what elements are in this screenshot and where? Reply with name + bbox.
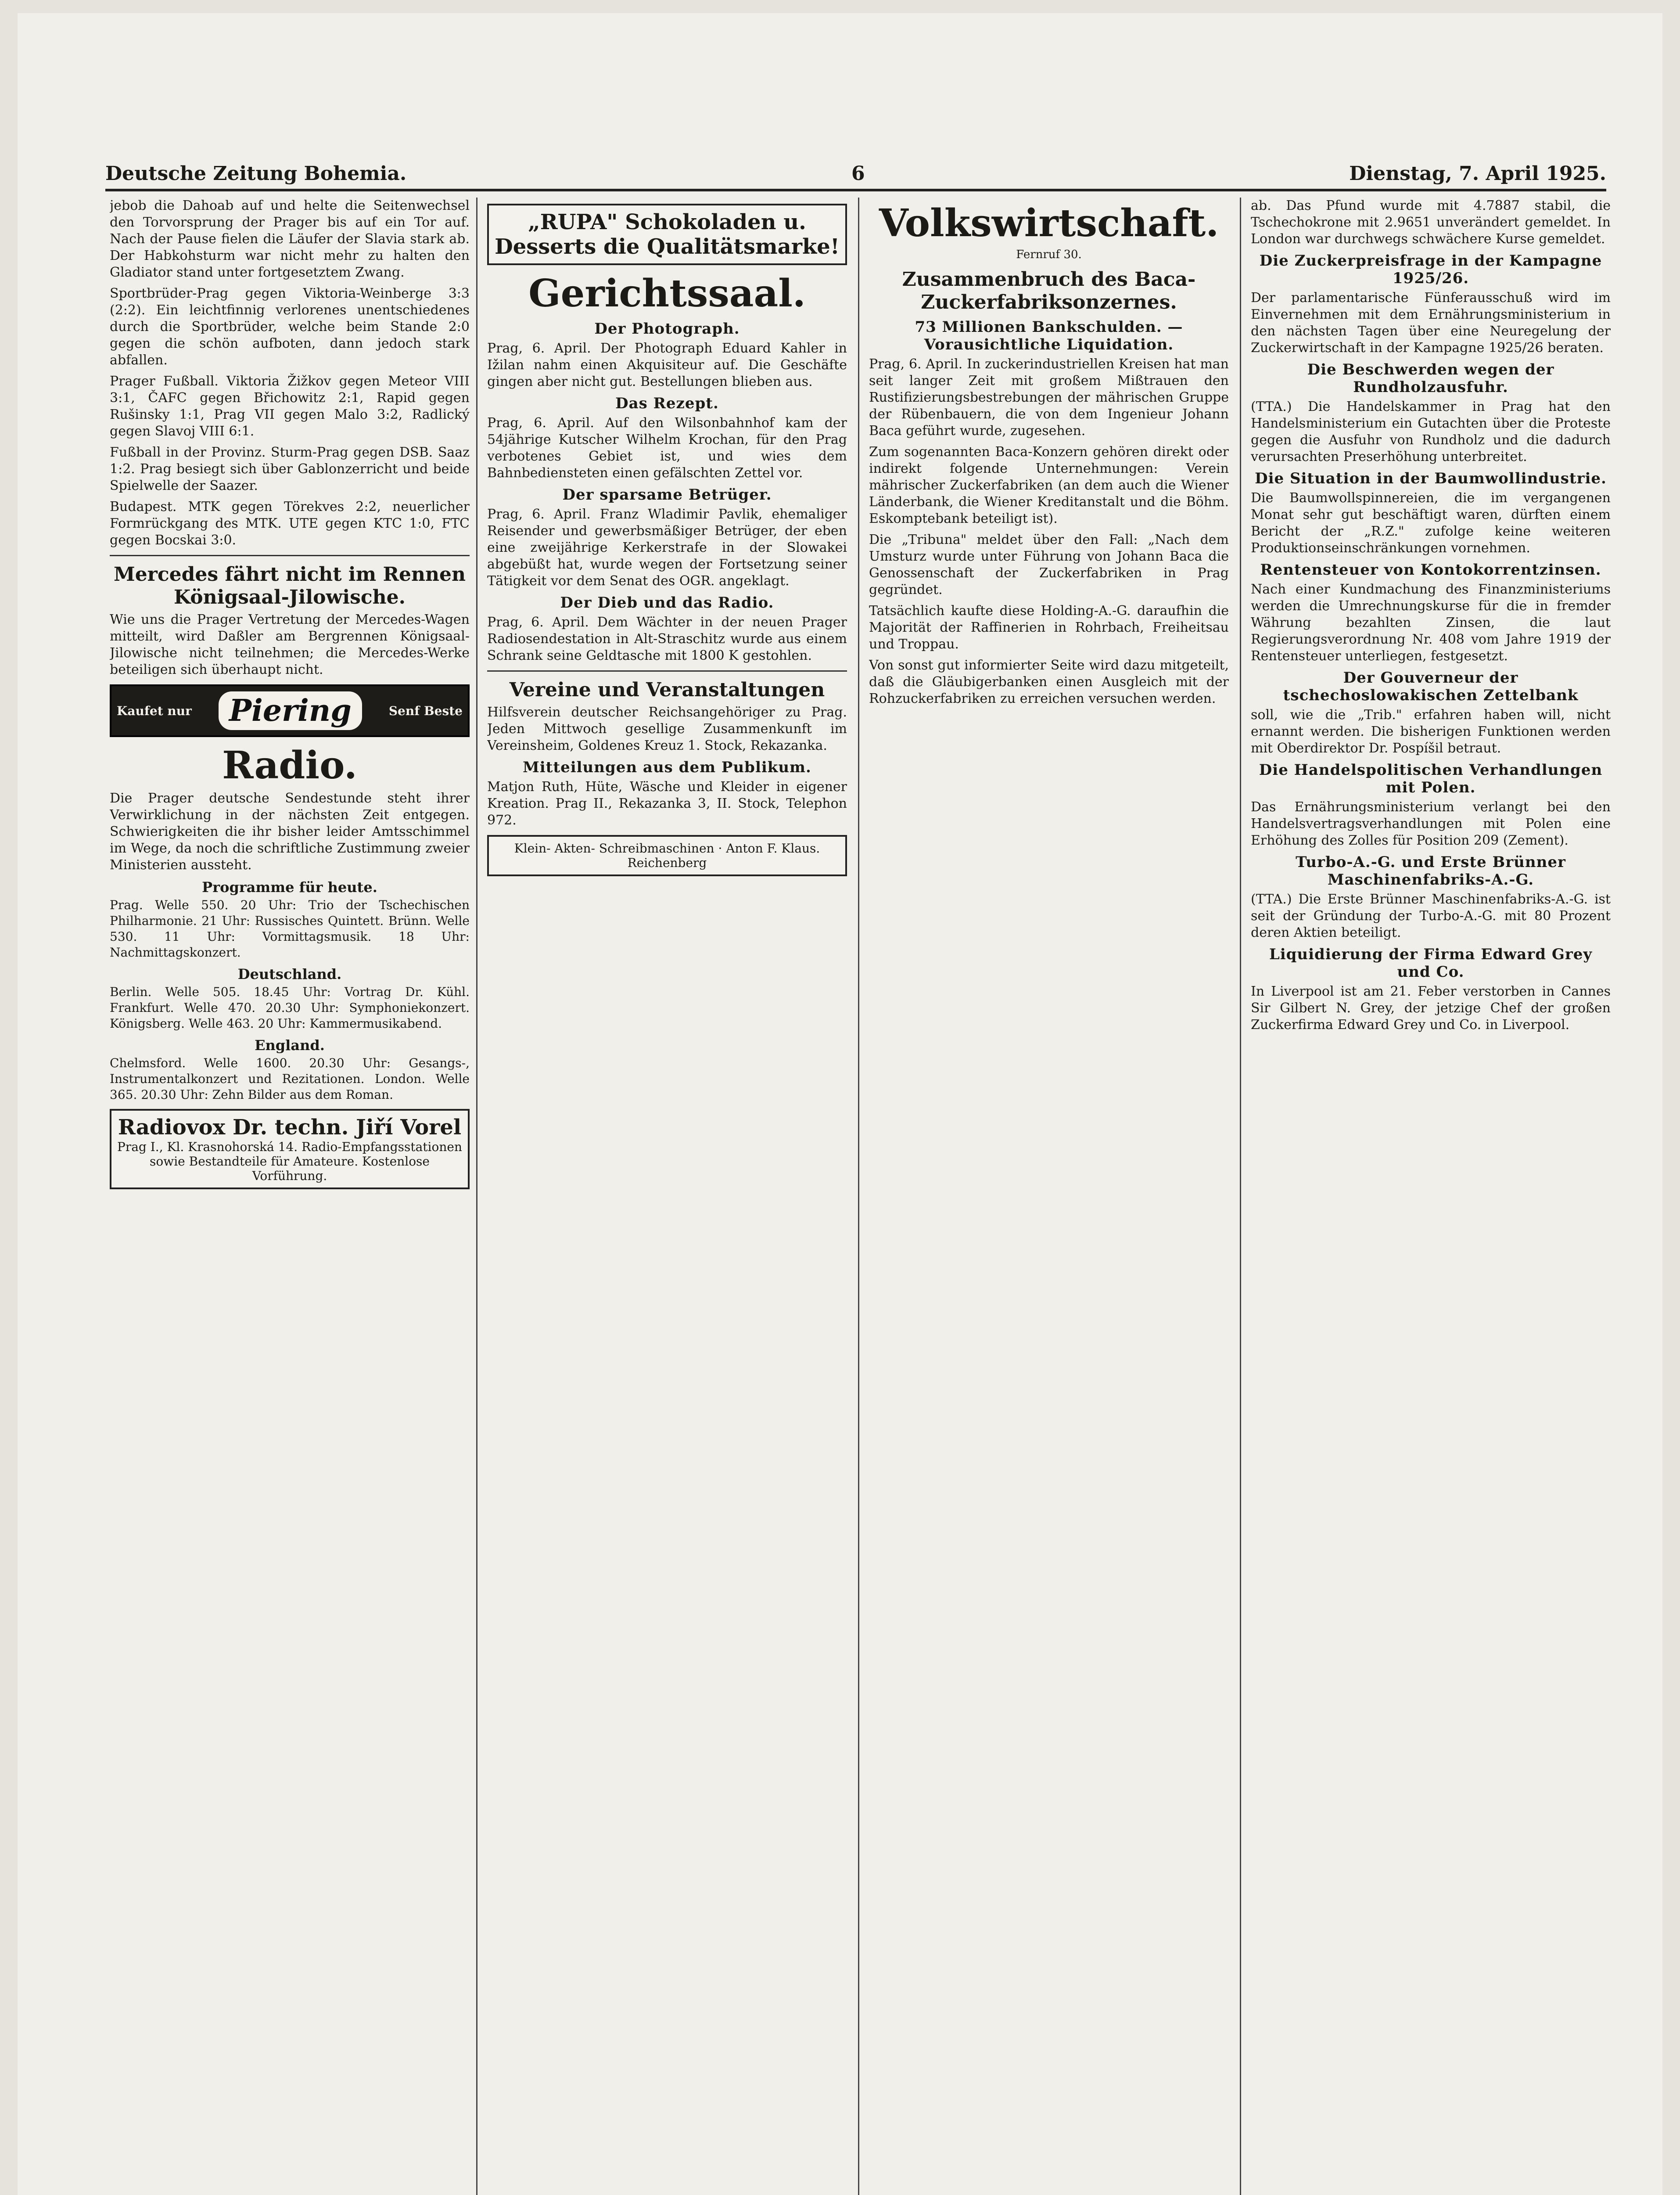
- section-subtitle: Fernruf 30.: [1016, 248, 1082, 261]
- article-text: Die Prager deutsche Sendestunde steht ihrer Verwirklichung in der nächsten Zeit entgegen. Schwierigkeiten die ihr bisher leider Amtsschimmel im Wege, da noch die schriftliche Zustimmung zweier Ministerien aussteht.: [110, 791, 470, 873]
- article-text: Die Baumwollspinnereien, die im vergangenen Monat sehr gut beschäftigt waren, dürften einem Bericht der „R.Z." zufolge keine weiteren Produktionseinschränkungen vornehmen.: [1251, 490, 1611, 556]
- newspaper-name: Deutsche Zeitung Bohemia.: [105, 162, 407, 185]
- article-title: Zusammenbruch des Baca-Zuckerfabriksonzernes.: [902, 268, 1196, 313]
- newspaper-page: [18, 13, 1662, 2195]
- ad-title: „RUPA" Schokoladen u. Desserts die Qualitätsmarke!: [495, 210, 840, 259]
- program-text: Prag. Welle 550. 20 Uhr: Trio der Tschechischen Philharmonie. 21 Uhr: Russisches Quintett. Brünn. Welle 530. 11 Uhr: Vormittagsmusik. 18 Uhr: Nachmittagskonzert.: [110, 898, 470, 960]
- article-text: Tatsächlich kaufte diese Holding-A.-G. daraufhin die Majorität der Raffinerien in Rohrbach, Freiheitsau und Troppau.: [869, 603, 1229, 652]
- article-title: Rentensteuer von Kontokorrentzinsen.: [1260, 561, 1601, 579]
- article-text: (TTA.) Die Handelskammer in Prag hat den Handelsministerium ein Gutachten über die Proteste gegen die Ausfuhr von Rundholz und die dadurch verursachten Preserhöhung unterbreitet.: [1251, 399, 1611, 464]
- advertisement-rupa: [487, 204, 847, 265]
- article-text: Hilfsverein deutscher Reichsangehöriger zu Prag. Jeden Mittwoch gesellige Zusammenkunft im Vereinsheim, Goldenes Kreuz 1. Stock, Rekazanka.: [487, 705, 847, 753]
- column-rule: [858, 198, 859, 2195]
- article-text: Wie uns die Prager Vertretung der Mercedes-Wagen mitteilt, wird Daßler am Bergrennen Königsaal-Jilowische nicht teilnehmen; die Mercedes-Werke beteiligen sich überhaupt nicht.: [110, 612, 470, 677]
- article-text: Budapest. MTK gegen Törekves 2:2, neuerlicher Formrückgang des MTK. UTE gegen KTC 1:0, FTC gegen Bocskai 3:0.: [110, 499, 470, 548]
- article-text: soll, wie die „Trib." erfahren haben will, nicht ernannt werden. Die bisherigen Funktionen werden mit Oberdirektor Dr. Pospíšil betraut.: [1251, 707, 1611, 756]
- article-text: Prag, 6. April. Franz Wladimir Pavlik, ehemaliger Reisender und gewerbsmäßiger Betrüger, der eben eine zweijährige Kerkerstrafe in der Slowakei abgebüßt hat, wurde wegen der Fortsetzung seiner Tätigkeit vor dem Senat des OGR. angeklagt.: [487, 507, 847, 589]
- advertisement-senf: [110, 684, 470, 737]
- ad-text: Klein- Akten- Schreibmaschinen · Anton F. Klaus. Reichenberg: [514, 841, 820, 870]
- advertisement-radiovox: [110, 1109, 470, 1189]
- column-rule: [1240, 198, 1241, 2195]
- article-text: Prag, 6. April. Der Photograph Eduard Kahler in Ižilan nahm einen Akquisiteur auf. Die Geschäfte gingen aber nicht gut. Bestellungen blieben aus.: [487, 341, 847, 389]
- section-title: Radio.: [222, 743, 357, 788]
- article-title: Mercedes fährt nicht im Rennen Königsaal-Jilowische.: [113, 563, 466, 608]
- ad-title: Radiovox Dr. techn. Jiří Vorel: [118, 1115, 462, 1140]
- ad-text: Senf Beste: [388, 703, 463, 718]
- program-heading: Programme für heute.: [202, 879, 377, 896]
- article-text: Zum sogenannten Baca-Konzern gehören direkt oder indirekt folgende Unternehmungen: Verein mährischer Zuckerfabriken (an dem auch die Wiener Länderbank, die Wiener Kreditanstalt und die Böhm. Eskomptebank beteiligt ist).: [869, 444, 1229, 526]
- program-heading: Deutschland.: [237, 966, 342, 982]
- column-3: [869, 198, 1229, 2195]
- column-rule: [476, 198, 477, 2195]
- page-number: 6: [851, 162, 865, 185]
- article-text: Prager Fußball. Viktoria Žižkov gegen Meteor VIII 3:1, ČAFC gegen Břichowitz 2:1, Rapid gegen Rušinsky 1:1, Prag VII gegen Malo 3:2, Radlický gegen Slavoj VIII 6:1.: [110, 374, 470, 439]
- article-text: (TTA.) Die Erste Brünner Maschinenfabriks-A.-G. ist seit der Gründung der Turbo-A.-G. mit 80 Prozent deren Aktien beteiligt.: [1251, 892, 1611, 940]
- divider: [110, 555, 470, 556]
- divider: [487, 670, 847, 672]
- article-title: Die Beschwerden wegen der Rundholzausfuhr.: [1307, 361, 1554, 396]
- issue-date: Dienstag, 7. April 1925.: [1349, 162, 1606, 185]
- ad-subtitle: Prag I., Kl. Krasnohorská 14. Radio-Empfangsstationen sowie Bestandteile für Amateure. Kostenlose Vorführung.: [117, 1140, 462, 1183]
- article-title: Die Zuckerpreisfrage in der Kampagne 1925/26.: [1259, 252, 1602, 287]
- program-text: Chelmsford. Welle 1600. 20.30 Uhr: Gesangs-, Instrumentalkonzert und Rezitationen. London. Welle 365. 20.30 Uhr: Zehn Bilder aus dem Roman.: [110, 1056, 470, 1102]
- column-4: [1251, 198, 1611, 2195]
- article-text: Nach einer Kundmachung des Finanzministeriums werden die Umrechnungskurse für die in fremder Währung bezahlten Zinsen, die laut Regierungsverordnung Nr. 408 vom Jahre 1919 der Rentensteuer unterliegen, festgesetzt.: [1251, 582, 1611, 664]
- section-title: Gerichtssaal.: [528, 271, 806, 316]
- article-text: In Liverpool ist am 21. Feber verstorben in Cannes Sir Gilbert N. Grey, der jetzige Chef der großen Zuckerfirma Edward Grey und Co. in Liverpool.: [1251, 984, 1611, 1033]
- column-2: [487, 198, 847, 2195]
- radio-program: [110, 879, 470, 1103]
- section-title: Mitteilungen aus dem Publikum.: [523, 759, 811, 776]
- article-text: ab. Das Pfund wurde mit 4.7887 stabil, die Tschechokrone mit 2.9651 unverändert gemeldet. In London war durchwegs schwächere Kurse gemeldet.: [1251, 198, 1611, 247]
- article-text: Matjon Ruth, Hüte, Wäsche und Kleider in eigener Kreation. Prag II., Rekazanka 3, II. Stock, Telephon 972.: [487, 779, 847, 828]
- article-title: Der Gouverneur der tschechoslowakischen Zettelbank: [1283, 669, 1579, 704]
- section-title: Vereine und Veranstaltungen: [509, 679, 825, 701]
- article-text: Fußball in der Provinz. Sturm-Prag gegen DSB. Saaz 1:2. Prag besiegt sich über Gablonzerricht und beide Spielwelle der Saazer.: [110, 445, 470, 493]
- section-title: Volkswirtschaft.: [879, 201, 1219, 245]
- article-text: Sportbrüder-Prag gegen Viktoria-Weinberge 3:3 (2:2). Ein leichtfinnig verlorenes unentschiedenes durch die Sportbrüder, welche beim Stande 2:0 gegen die schön aufboten, dann jedoch stark abfallen.: [110, 286, 470, 368]
- program-heading: England.: [255, 1037, 325, 1054]
- ad-brand: Piering: [219, 691, 362, 730]
- page-header: [105, 158, 1606, 191]
- article-text: Prag, 6. April. Auf den Wilsonbahnhof kam der 54jährige Kutscher Wilhelm Krochan, für den Prag verbotenes Gebiet ist, und wies dem Bahnbediensteten einen gefälschten Zettel vor.: [487, 415, 847, 481]
- article-title: Der sparsame Betrüger.: [562, 486, 772, 504]
- article-text: Von sonst gut informierter Seite wird dazu mitgeteilt, daß die Gläubigerbanken einen Ausgleich mit der Rohzuckerfabriken zu erreichen versuchen werden.: [869, 658, 1229, 706]
- article-subtitle: 73 Millionen Bankschulden. — Vorausichtliche Liquidation.: [915, 318, 1183, 353]
- article-text: Der parlamentarische Fünferausschuß wird im Einvernehmen mit dem Ernährungsministerium in den nächsten Tagen über eine Neuregelung der Zuckerwirtschaft in der Kampagne 1925/26 beraten.: [1251, 290, 1611, 356]
- article-title: Die Handelspolitischen Verhandlungen mit Polen.: [1259, 761, 1603, 796]
- article-title: Liquidierung der Firma Edward Grey und Co.: [1269, 946, 1593, 981]
- article-title: Die Situation in der Baumwollindustrie.: [1255, 470, 1607, 487]
- article-text: jebob die Dahoab auf und helte die Seitenwechsel den Torvorsprung der Prager bis auf ein Tor auf. Nach der Pause fielen die Läufer der Slavia stark ab. Der Habkohsturm war nicht mehr zu halten den Gladiator stand unter fortgesetztem Zwang.: [110, 198, 470, 280]
- program-text: Berlin. Welle 505. 18.45 Uhr: Vortrag Dr. Kühl. Frankfurt. Welle 470. 20.30 Uhr: Symphoniekonzert. Königsberg. Welle 463. 20 Uhr: Kammermusikabend.: [110, 985, 470, 1031]
- article-text: Die „Tribuna" meldet über den Fall: „Nach dem Umsturz wurde unter Führung von Johann Baca die Genossenschaft der Zuckerfabriken in Prag gegründet.: [869, 532, 1229, 597]
- ad-text: Kaufet nur: [117, 703, 192, 718]
- column-1: [110, 198, 470, 2195]
- article-title: Turbo-A.-G. und Erste Brünner Maschinenfabriks-A.-G.: [1296, 853, 1566, 889]
- article-text: Das Ernährungsministerium verlangt bei den Handelsvertragsverhandlungen mit Polen eine Erhöhung des Zolles für Position 209 (Zement).: [1251, 799, 1611, 848]
- advertisement-anton-klaus: [487, 835, 847, 876]
- article-text: Prag, 6. April. Dem Wächter in der neuen Prager Radiosendestation in Alt-Straschitz wurde aus einem Schrank seine Geldtasche mit 1800 K gestohlen.: [487, 615, 847, 663]
- article-title: Der Dieb und das Radio.: [560, 594, 774, 612]
- article-title: Das Rezept.: [615, 395, 719, 412]
- article-title: Der Photograph.: [594, 320, 740, 338]
- article-text: Prag, 6. April. In zuckerindustriellen Kreisen hat man seit langer Zeit mit großem Mißtrauen den Rustifizierungsbestrebungen der mährischen Gruppe der Rübenbauern, die von dem Ingenieur Johann Baca geführt wurde, zugesehen.: [869, 356, 1229, 439]
